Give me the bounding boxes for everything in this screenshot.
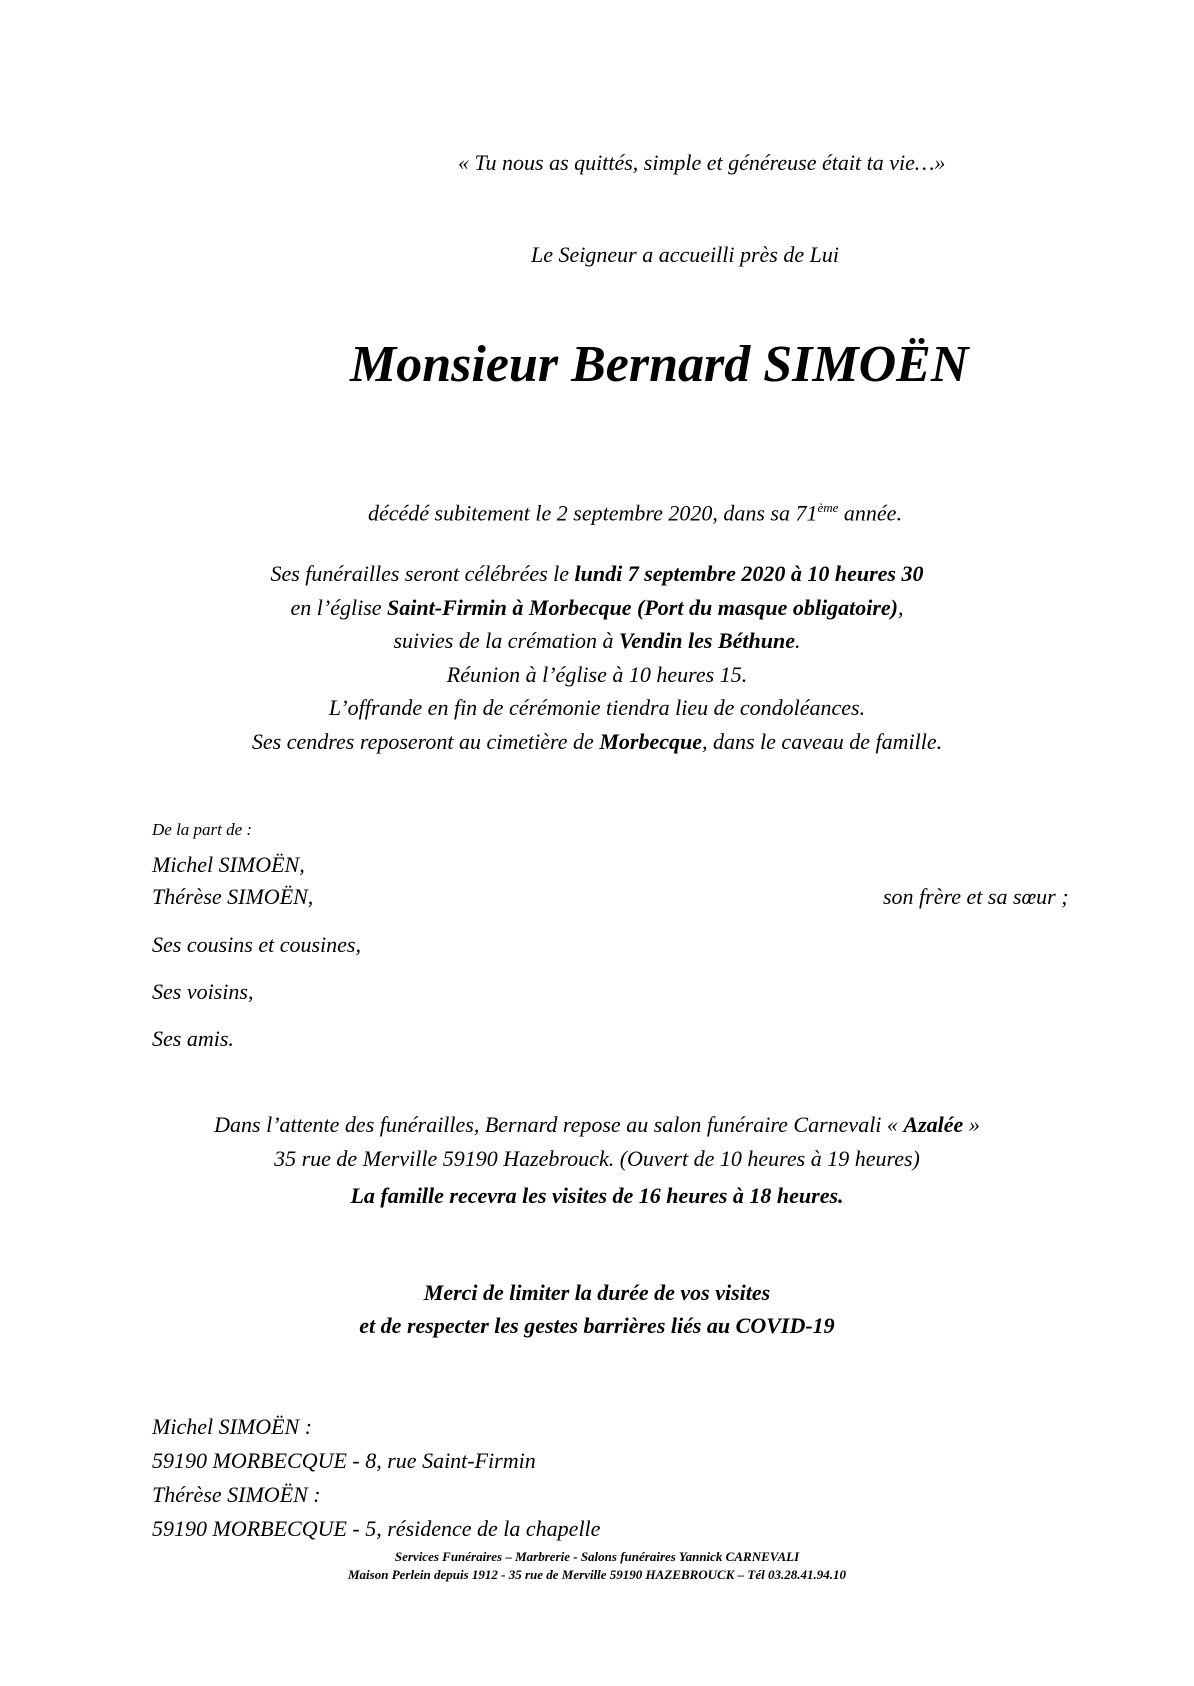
funeral-date: lundi 7 septembre 2020 à 10 heures 30	[574, 561, 924, 586]
repose-details	[0, 1108, 1194, 1176]
intro-line: Le Seigneur a accueilli près de Lui	[531, 242, 839, 267]
funeral-line-4: Réunion à l’église à 10 heures 15.	[446, 661, 748, 687]
covid-notice-line-2: et de respecter les gestes barrières liés au COVID-19	[359, 1313, 835, 1338]
church-name: Saint-Firmin à Morbecque (Port du masque obligatoire)	[387, 594, 898, 620]
family-member-1: Michel SIMOËN,	[152, 852, 305, 877]
footer-line-2: Maison Perlein depuis 1912 - 35 rue de Merville 59190 HAZEBROUCK – Tél 03.28.41.94.10	[348, 1567, 846, 1582]
family-member-2: Thérèse SIMOËN,	[152, 884, 314, 909]
cremation-place: Vendin les Béthune	[618, 628, 795, 654]
repose-text: Dans l’attente des funérailles, Bernard repose au salon funéraire Carnevali «	[214, 1112, 904, 1137]
punctuation: ,	[897, 594, 904, 620]
funeral-line-2	[0, 591, 1194, 625]
family-neighbours: Ses voisins,	[152, 979, 254, 1004]
family-relation: son frère et sa sœur ;	[883, 884, 1069, 909]
repose-line-2: 35 rue de Merville 59190 Hazebrouck. (Ouvert de 10 heures à 19 heures)	[274, 1146, 920, 1171]
salon-name: Azalée	[903, 1112, 964, 1137]
family-friends: Ses amis.	[152, 1026, 234, 1051]
ordinal-suffix: ème	[817, 500, 839, 515]
address-1: 59190 MORBECQUE - 8, rue Saint-Firmin	[152, 1448, 536, 1473]
funeral-line-3	[0, 624, 1194, 658]
family-addresses	[152, 1410, 600, 1546]
funeral-text: Ses funérailles seront célébrées le	[270, 561, 575, 586]
covid-notice	[0, 1276, 1194, 1342]
death-notice-line	[0, 500, 1194, 526]
repose-text: »	[963, 1112, 980, 1137]
funeral-text: suivies de la crémation à	[393, 628, 619, 654]
death-text: décédé subitement le 2 septembre 2020, dans sa 71	[368, 500, 818, 526]
epigraph-quote: « Tu nous as quittés, simple et généreuse était ta vie…»	[458, 150, 946, 175]
address-name-2: Thérèse SIMOËN :	[152, 1482, 321, 1507]
family-cousins: Ses cousins et cousines,	[152, 932, 361, 957]
repose-line-1	[0, 1108, 1194, 1142]
funeral-text: en l’église	[290, 594, 388, 620]
funeral-line-1	[0, 557, 1194, 591]
funeral-details	[0, 557, 1194, 759]
funeral-text: , dans le caveau de famille.	[701, 728, 943, 754]
deceased-name: Monsieur Bernard SIMOËN	[350, 336, 969, 393]
address-2: 59190 MORBECQUE - 5, résidence de la chapelle	[152, 1516, 601, 1541]
from-label: De la part de :	[152, 820, 253, 839]
visiting-hours: La famille recevra les visites de 16 heures à 18 heures.	[350, 1183, 844, 1208]
cemetery-place: Morbecque	[599, 728, 702, 754]
funeral-services-footer	[0, 1548, 1194, 1584]
funeral-text: Ses cendres reposeront au cimetière de	[251, 728, 600, 754]
covid-notice-line-1: Merci de limiter la durée de vos visites	[423, 1280, 771, 1305]
funeral-line-5: L’offrande en fin de cérémonie tiendra lieu de condoléances.	[328, 695, 866, 721]
address-name-1: Michel SIMOËN :	[152, 1414, 313, 1439]
death-text-end: année.	[838, 500, 902, 526]
funeral-line-6	[0, 725, 1194, 759]
punctuation: .	[795, 628, 801, 654]
footer-line-1: Services Funéraires – Marbrerie - Salons funéraires Yannick CARNEVALI	[394, 1549, 800, 1564]
